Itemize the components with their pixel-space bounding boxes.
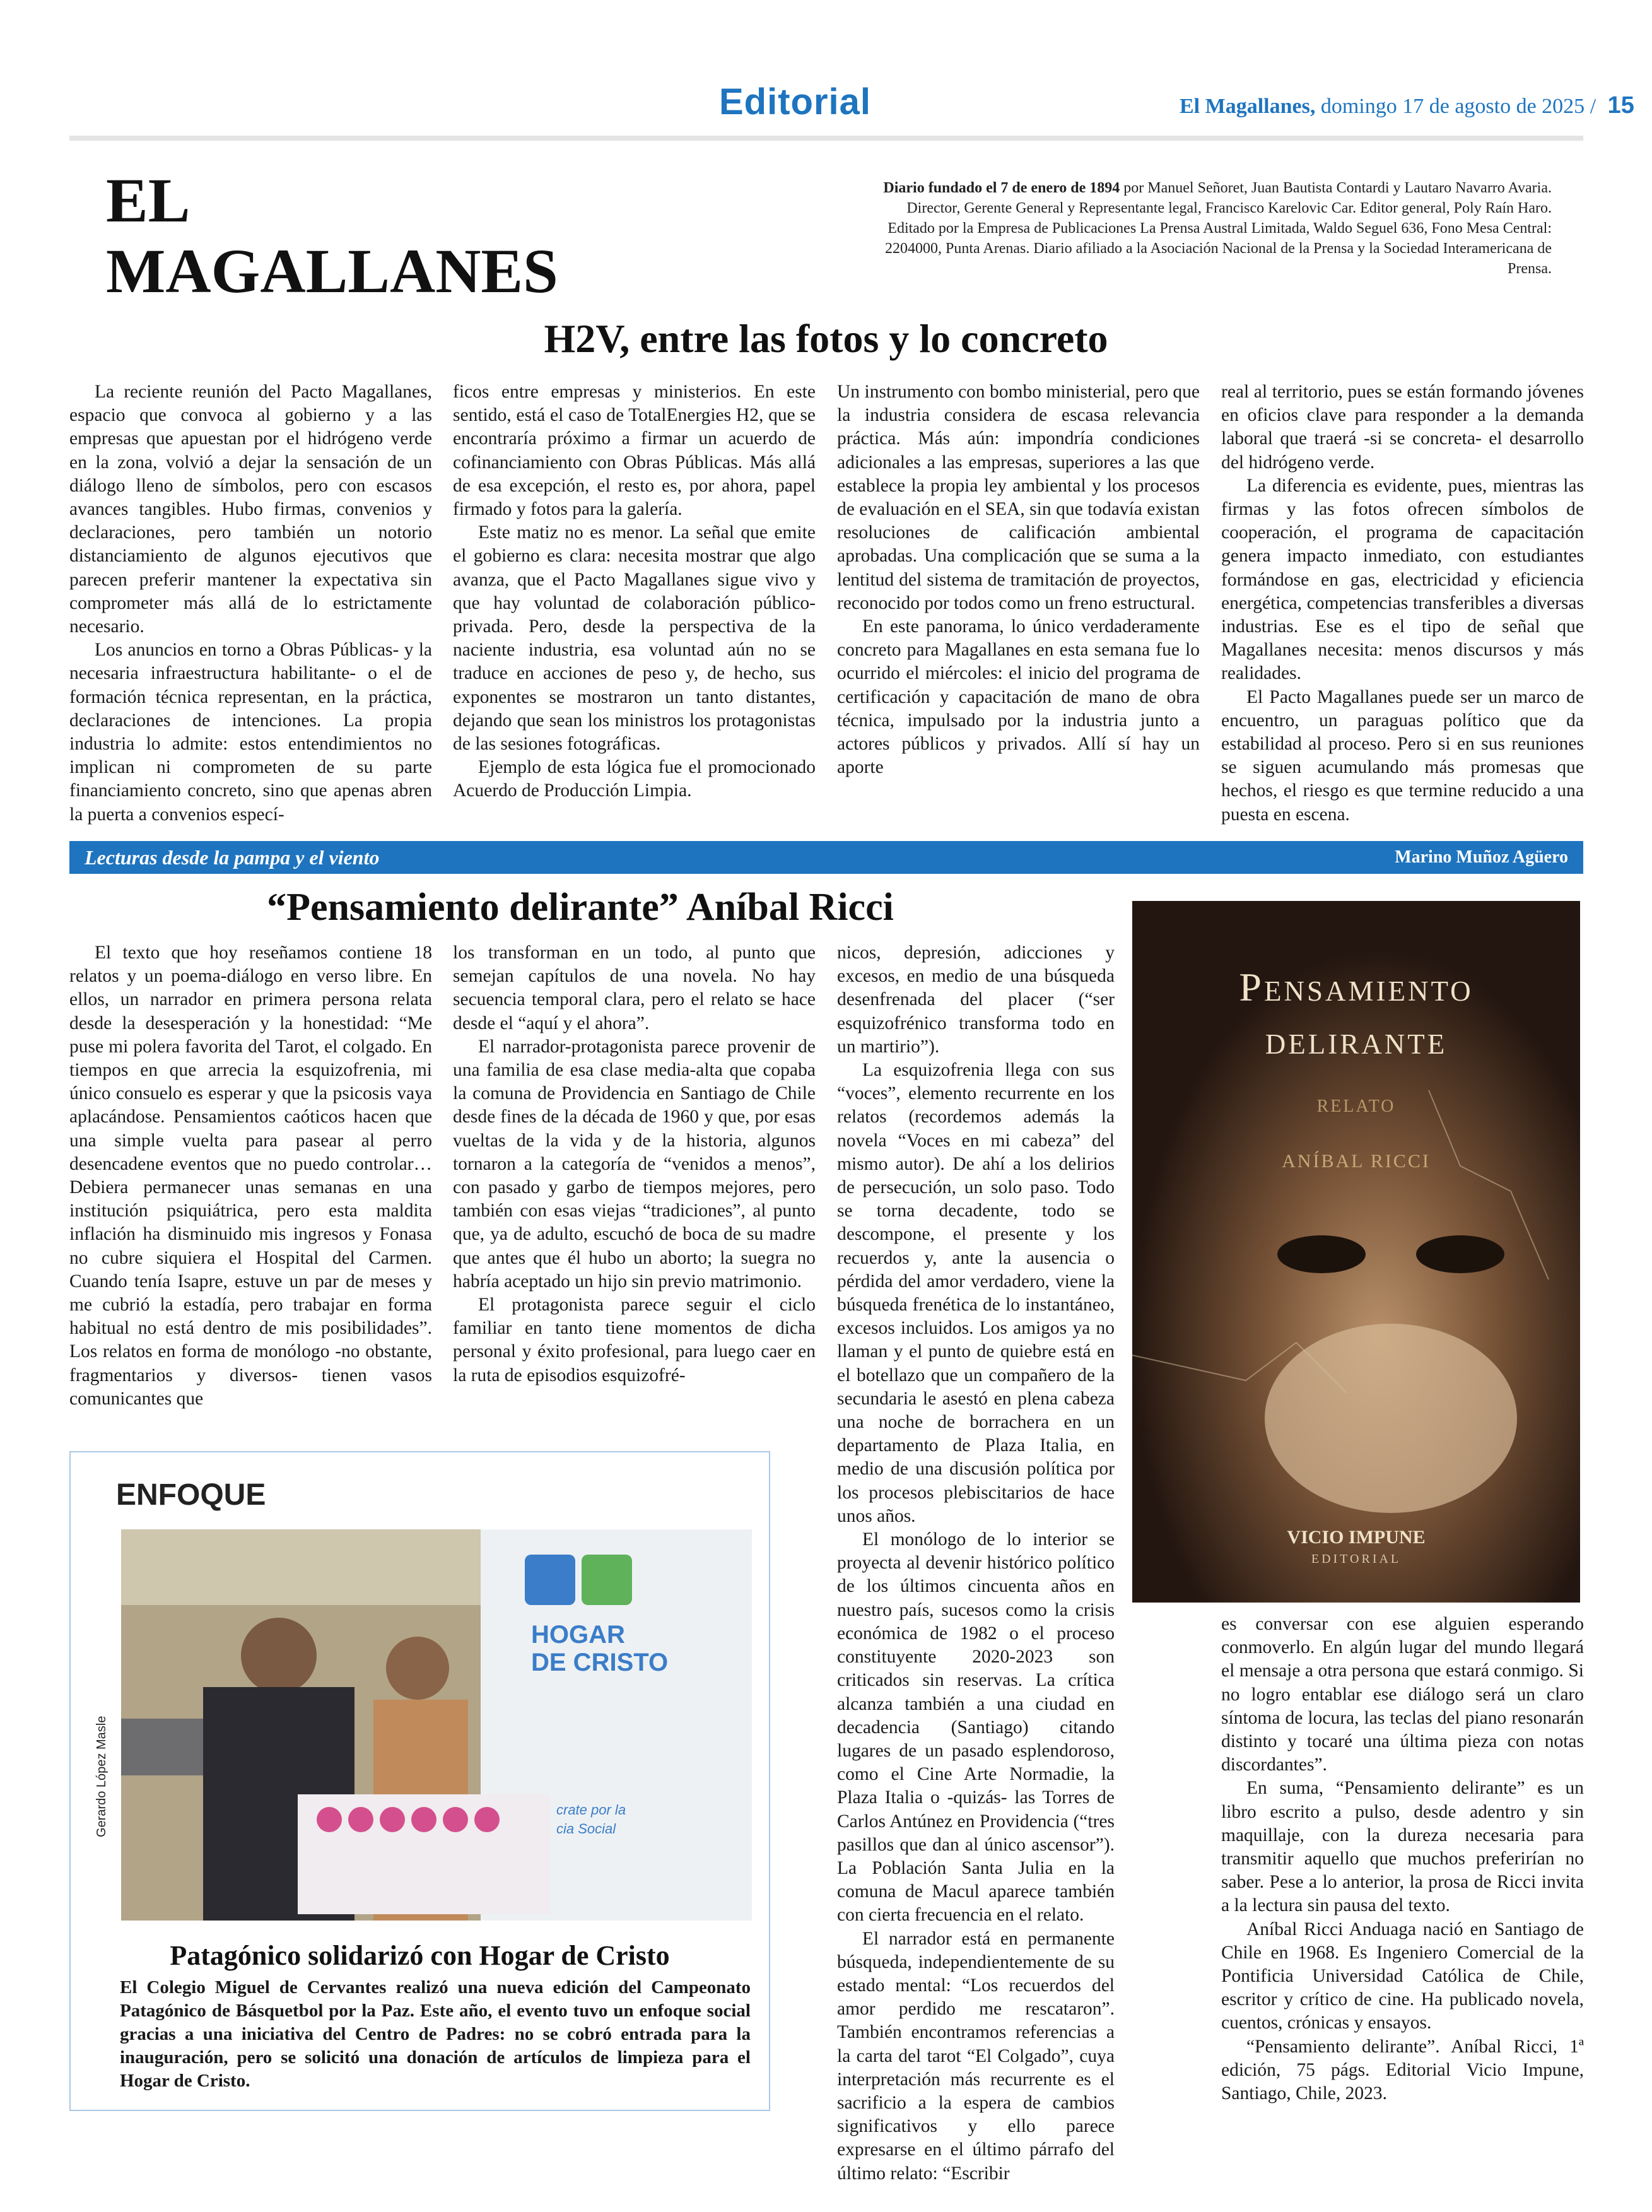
enfoque-box bbox=[69, 1451, 770, 2111]
masthead-staff: por Manuel Señoret, Juan Bautista Contardi y Lautaro Navarro Avaria. Director, Gerente General y Representante legal, Francisco Karelovic Car. Editor general, Poly Raín Haro. Editado por la Empresa de Publicaciones La Prensa Austral Limitada, Waldo Seguel 636, Fono Mesa Central: 2204000, Punta Arenas. Diario afiliado a la Asociación Nacional de la Prensa y la Sociedad Interamericana de Prensa. bbox=[885, 180, 1552, 277]
paragraph: La diferencia es evidente, pues, mientras las firmas y las fotos ofrecen símbolos de cooperación, el programa de capacitación genera impacto inmediato, con estudiantes formándose en gas, electricidad y eficiencia energética, competencias transferibles a diversas industrias. Ese es el tipo de señal que Magallanes necesita: menos discursos y más realidades. bbox=[1221, 475, 1584, 684]
banner-text: HOGAR DE CRISTO bbox=[531, 1621, 669, 1676]
founding-date: Diario fundado el 7 de enero de 1894 bbox=[883, 180, 1120, 196]
cover-genre: RELATO bbox=[1316, 1097, 1396, 1116]
paragraph: El narrador está en permanente búsqueda, independientemente de su estado mental: “Los recuerdos del amor perdido me rescataron”. También encontramos referencias a la carta del tarot “El Colgado”, cuya interpretación más recurrente es el sacrificio a la espera de cambios significativos y ello parece expresarse en el último párrafo del último relato: “Escribir bbox=[837, 1928, 1115, 2184]
page-number: 15 bbox=[1607, 92, 1634, 119]
enfoque-caption: El Colegio Miguel de Cervantes realizó una nueva edición del Campeonato Patagónico de Básquetbol por la Paz. Este año, el evento tuvo un enfoque social gracias a una iniciativa del Centro de Padres: no se cobró entrada para la inauguración, pero se solicitó una donación de artículos de limpieza para el Hogar de Cristo. bbox=[120, 1977, 751, 2091]
cover-publisher: VICIO IMPUNE bbox=[1287, 1527, 1426, 1548]
paragraph: El protagonista parece seguir el ciclo familiar en tanto tiene momentos de dicha personal y éxito profesional, para luego caer en la ruta de episodios esquizofré- bbox=[453, 1295, 816, 1385]
paragraph: En este panorama, lo único verdaderamente concreto para Magallanes en esta semana fue lo ocurrido el miércoles: el inicio del programa de certificación y capacitación de mano de obra técnica, impulsado por la industria junto a actores públicos y privados. Allí sí hay un aporte bbox=[837, 616, 1200, 778]
paragraph: Aníbal Ricci Anduaga nació en Santiago de Chile en 1968. Es Ingeniero Comercial de la Pontificia Universidad Católica de Chile, escritor y crítico de cine. Ha publicado novela, cuentos, crónicas y ensayos. bbox=[1221, 1919, 1584, 2033]
column-name: Lecturas desde la pampa y el viento bbox=[85, 846, 380, 869]
paragraph: Un instrumento con bombo ministerial, pero que la industria considera de escasa relevancia práctica. Más aún: impondría condiciones adicionales a las empresas, superiores a las que establece la propia ley ambiental y los procesos de evaluación en el SEA, sin que todavía existan resoluciones de calificación ambiental aprobadas. Una complicación que se suma a la lentitud del sistema de tramitación de proyectos, reconocido por todos como un freno estructural. bbox=[837, 382, 1200, 613]
paragraph: En suma, “Pensamiento delirante” es un libro escrito a pulso, desde adentro y sin maquillaje, con la dureza necesaria para transmitir aquello que muchos preferirían no saber. Pese a lo anterior, la prosa de Ricci invita a la lectura sin pausa del texto. bbox=[1221, 1778, 1584, 1916]
masthead-line-2: MAGALLANES bbox=[106, 236, 558, 306]
paragraph: El monólogo de lo interior se proyecta al devenir histórico político de los últimos cincuenta años en nuestro país, sucesos como la crisis económica de 1982 o el proceso constituyente 2020-2023 son criticados sin reservas. La crítica alcanza también a una ciudad en decadencia (Santiago) citando lugares de un pasado esplendoroso, como el Cine Arte Normadie, la Plaza Italia o -quizás- las Torres de Carlos Antúnez en Providencia (“tres pasillos que dan al único ascensor”). La Población Santa Julia en la comuna de Macul aparece también con cierta frecuencia en el relato. bbox=[837, 1529, 1115, 1926]
paragraph: ficos entre empresas y ministerios. En este sentido, está el caso de TotalEnergies H2, que se encontraría próximo a firmar un acuerdo de cofinanciamiento con Obras Públicas. Más allá de esa excepción, el resto es, por ahora, papel firmado y fotos para la galería. bbox=[453, 382, 816, 520]
column-author: Marino Muñoz Agüero bbox=[1395, 847, 1568, 867]
cover-publisher-sub: EDITORIAL bbox=[1311, 1552, 1402, 1566]
review-column-3 bbox=[837, 941, 1115, 2186]
news-photo bbox=[121, 1529, 752, 1921]
book-cover-image bbox=[1132, 901, 1580, 1603]
paragraph: los transforman en un todo, al punto que semejan capítulos de una novela. No hay secuencia temporal clara, pero el relato se hace desde el “aquí y el ahora”. bbox=[453, 943, 816, 1033]
enfoque-kicker: ENFOQUE bbox=[116, 1478, 266, 1512]
editorial-column-2 bbox=[453, 380, 816, 803]
cover-title: Pensamiento delirante bbox=[1239, 965, 1473, 1062]
paper-name: El Magallanes, bbox=[1180, 95, 1316, 118]
page-header-info bbox=[1180, 92, 1634, 119]
paragraph: Este matiz no es menor. La señal que emite el gobierno es clara: necesita mostrar que algo avanza, que el Pacto Magallanes sigue vivo y que hay voluntad de colaboración público-privada. Pero, desde la perspectiva de la naciente industria, esa voluntad aún no se traduce en acciones de peso y, de hecho, sus exponentes se mostraron un tanto distantes, dejando que sean los ministros los protagonistas de las sesiones fotográficas. bbox=[453, 522, 816, 755]
masthead-logo bbox=[106, 165, 558, 307]
news-photo-art bbox=[121, 1529, 752, 1921]
column-band bbox=[69, 841, 1583, 874]
enfoque-headline: Patagónico solidarizó con Hogar de Cristo bbox=[170, 1940, 670, 1971]
paragraph: La esquizofrenia llega con sus “voces”, elemento recurrente en los relatos (recordemos además la novela “Voces en mi cabeza” del mismo autor). De ahí a los delirios de persecución, un solo paso. Todo se torna decadente, todo se descompone, el presente y los recuerdos y, ante la ausencia o pérdida del amor verdadero, viene la búsqueda frenética de lo instantáneo, excesos incluidos. Los amigos ya no llaman y el punto de quiebre está en el botellazo que un compañero de la secundaria le asestó en plena cabeza una noche de borrachera en un departamento de Plaza Italia, en medio de una discusión política por los procesos plebiscitarios de hace unos años. bbox=[837, 1060, 1115, 1526]
masthead-line-1: EL bbox=[106, 165, 190, 235]
issue-date: domingo 17 de agosto de 2025 bbox=[1315, 95, 1585, 118]
review-column-2 bbox=[453, 941, 816, 1387]
header-separator: / bbox=[1585, 95, 1602, 118]
review-headline: “Pensamiento delirante” Aníbal Ricci bbox=[267, 886, 894, 929]
paragraph: El Pacto Magallanes puede ser un marco de encuentro, un paraguas político que da estabilidad al proceso. Pero si en sus reuniones se siguen acumulando más promesas que hechos, el riesgo es que termine reducido a una puesta en escena. bbox=[1221, 686, 1584, 825]
paragraph: La reciente reunión del Pacto Magallanes, espacio que convoca al gobierno y a las empresas que apuestan por el hidrógeno verde en la zona, volvió a dejar la sensación de un diálogo lleno de símbolos, pero con escasos avances tangibles. Hubo firmas, convenios y declaraciones, pero también un notorio distanciamiento de algunos ejecutivos que parecen preferir mantener la expectativa sin comprometer más allá de lo estrictamente necesario. bbox=[69, 382, 432, 637]
banner-small-text: crate por la cia Social bbox=[556, 1802, 626, 1837]
paragraph: nicos, depresión, adicciones y excesos, en medio de una búsqueda desenfrenada del placer (“ser esquizofrénico transforma todo en un martirio”). bbox=[837, 943, 1115, 1057]
cover-author: ANÍBAL RICCI bbox=[1282, 1151, 1431, 1172]
paragraph: El narrador-protagonista parece provenir de una familia de esa clase media-alta que copaba la comuna de Providencia en Santiago de Chile desde fines de la década de 1960 y que, por esas vueltas de la vida y de la historia, algunos tornaron a la categoría de “venidos a menos”, con pasado y garbo de tiempos mejores, pero también con esas viejas “tradiciones”, al punto que, ya de adulto, escuchó de boca de su madre que antes que él hubo un aborto; la suegra no habría aceptado un hijo sin previo matrimonio. bbox=[453, 1036, 816, 1291]
masthead-credits bbox=[877, 178, 1552, 279]
header-rule bbox=[69, 136, 1583, 141]
editorial-column-3 bbox=[837, 380, 1200, 779]
paragraph: es conversar con ese alguien esperando conmoverlo. En algún lugar del mundo llegará el mensaje a otra persona que estará conmigo. Si no logro entablar ese diálogo será un claro síntoma de locura, las teclas del piano resonarán distinto y tocaré una última pieza con notas discordantes”. bbox=[1221, 1614, 1584, 1775]
paragraph: real al territorio, pues se están formando jóvenes en oficios clave para responder a la demanda laboral que traerá -si se concreta- el desarrollo del hidrógeno verde. bbox=[1221, 382, 1584, 473]
photo-credit: Gerardo López Masle bbox=[95, 1715, 108, 1837]
paragraph: Los anuncios en torno a Obras Públicas- y la necesaria infraestructura habilitante- o el de formación técnica representan, en la práctica, declaraciones de intenciones. La propia industria lo admite: estos entendimientos no implican ni comprometen de su parte financiamiento concreto, sino que apenas abren la puerta a convenios especí- bbox=[69, 640, 432, 825]
editorial-column-1 bbox=[69, 380, 432, 827]
paragraph: “Pensamiento delirante”. Aníbal Ricci, 1ª edición, 75 págs. Editorial Vicio Impune, Santiago, Chile, 2023. bbox=[1221, 2036, 1584, 2104]
review-column-4 bbox=[1221, 1613, 1584, 2105]
editorial-headline: H2V, entre las fotos y lo concreto bbox=[544, 316, 1108, 361]
review-column-1 bbox=[69, 941, 432, 1411]
paragraph: El texto que hoy reseñamos contiene 18 relatos y un poema-diálogo en verso libre. En ellos, un narrador en primera persona relata desde la desesperación y la honestidad: “Me puse mi polera favorita del Tarot, el colgado. En tiempos en que arrecia la esquizofrenia, mi único consuelo es esperar y que la psicosis vaya aplacándose. Pensamientos caóticos hacen que una simple vuelta para pasear al perro desencadene eventos que no puedo controlar… Debiera permanecer unas semanas en una institución psiquiátrica, pero esta maldita inflación ha disminuido mis ingresos y Fonasa no cubre siquiera el Hospital del Carmen. Cuando tenía Isapre, estuve un par de meses y me cubrió la estadía, pero trabajar en forma habitual no está dentro de mis posibilidades”. Los relatos en forma de monólogo -no obstante, fragmentarios y diversos- tienen vasos comunicantes que bbox=[69, 943, 432, 1409]
editorial-column-4 bbox=[1221, 380, 1584, 827]
section-label: Editorial bbox=[719, 81, 872, 122]
paragraph: Ejemplo de esta lógica fue el promocionado Acuerdo de Producción Limpia. bbox=[453, 757, 816, 801]
